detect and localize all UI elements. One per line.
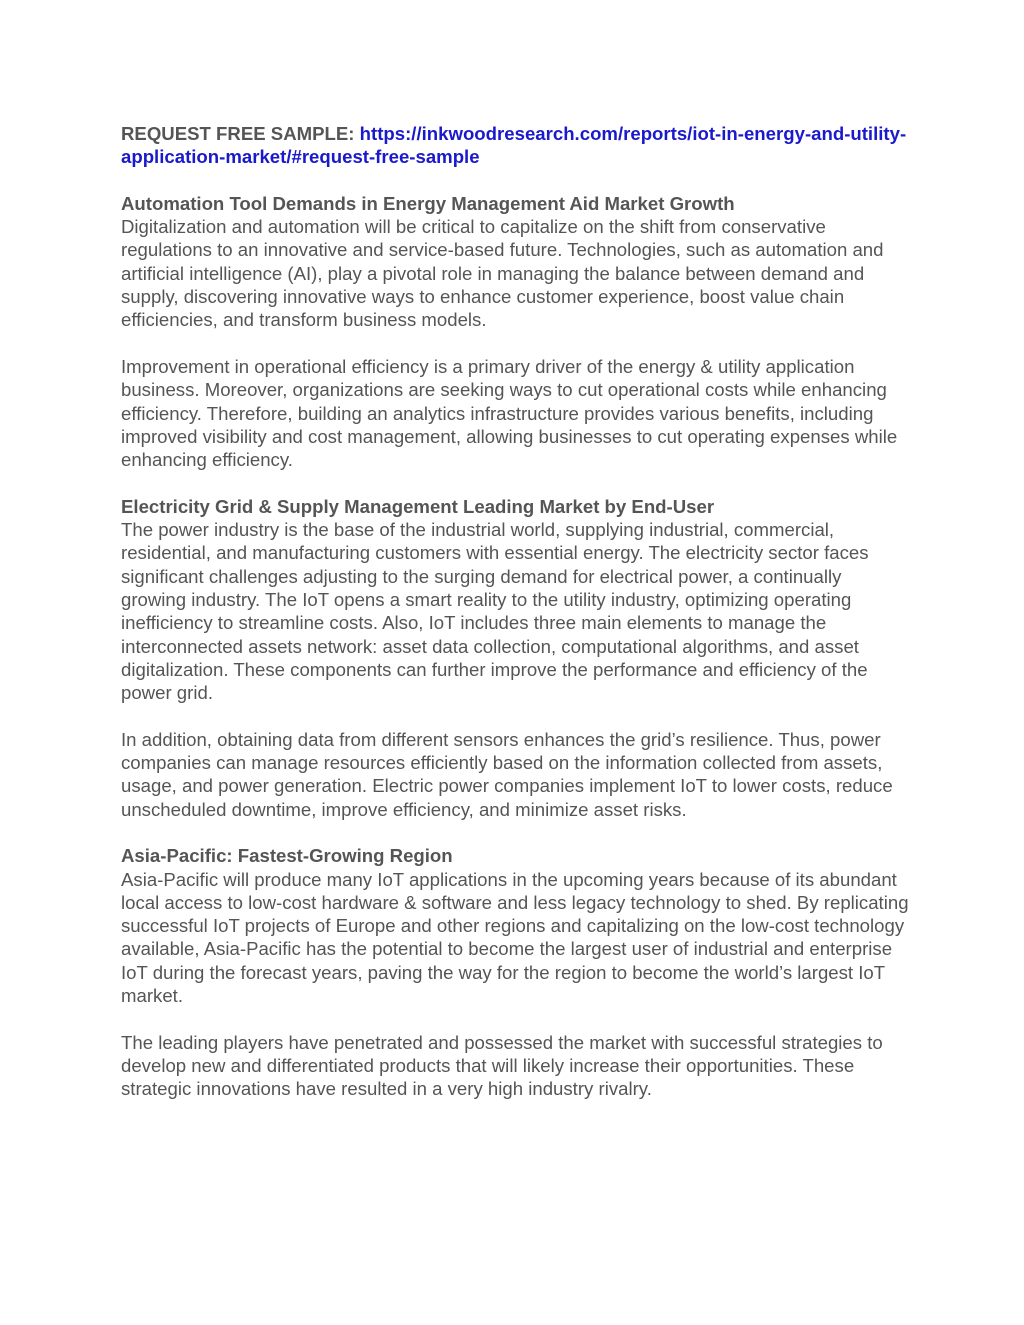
paragraph-asia-pacific-1: Asia-Pacific will produce many IoT applications in the upcoming years because of its abundant local access to low-cost hardware & software and less legacy technology to shed. By replicating successful IoT projects of Europe and other regions and capitalizing on the low-cost technology available, Asia-Pacific has the potential to become the largest user of industrial and enterprise IoT during the forecast years, paving the way for the region to become the world’s largest IoT market. [121, 868, 909, 1006]
section-heading-asia-pacific: Asia-Pacific: Fastest-Growing Region [121, 845, 453, 867]
document-page [121, 122, 911, 1124]
paragraph-automation-2: Improvement in operational efficiency is a primary driver of the energy & utility application business. Moreover, organizations are seeking ways to cut operational costs while enhancing efficiency. Therefore, building an analytics infrastructure provides various benefits, including improved visibility and cost management, allowing businesses to cut operating expenses while enhancing efficiency. [121, 355, 898, 471]
section-heading-automation: Automation Tool Demands in Energy Management Aid Market Growth [121, 192, 735, 214]
request-sample-separator: : [348, 123, 360, 144]
paragraph-asia-pacific-2: The leading players have penetrated and possessed the market with successful strategies to develop new and differentiated products that will likely increase their opportunities. These strategic innovations have resulted in a very high industry rivalry. [121, 1031, 883, 1100]
paragraph-electricity-grid-2: In addition, obtaining data from different sensors enhances the grid’s resilience. Thus, power companies can manage resources efficiently based on the information collected from assets, usage, and power generation. Electric power companies implement IoT to lower costs, reduce unscheduled downtime, improve efficiency, and minimize asset risks. [121, 728, 893, 820]
paragraph-electricity-grid-1: The power industry is the base of the industrial world, supplying industrial, commercial, residential, and manufacturing customers with essential energy. The electricity sector faces significant challenges adjusting to the surging demand for electrical power, a continually growing industry. The IoT opens a smart reality to the utility industry, optimizing operating inefficiency to streamline costs. Also, IoT includes three main elements to manage the interconnected assets network: asset data collection, computational algorithms, and asset digitalization. These components can further improve the performance and efficiency of the power grid. [121, 519, 869, 704]
section-heading-electricity-grid: Electricity Grid & Supply Management Leading Market by End-User [121, 495, 715, 517]
request-sample-label: REQUEST FREE SAMPLE [121, 123, 349, 144]
request-sample-line [121, 122, 911, 169]
request-sample-link[interactable]: https://inkwoodresearch.com/reports/iot-in-energy-and-utility-application-market/#request-free-sample [121, 123, 907, 168]
paragraph-automation-1: Digitalization and automation will be critical to capitalize on the shift from conservative regulations to an innovative and service-based future. Technologies, such as automation and artificial intelligence (AI), play a pivotal role in managing the balance between demand and supply, discovering innovative ways to enhance customer experience, boost value chain efficiencies, and transform business models. [121, 216, 884, 331]
